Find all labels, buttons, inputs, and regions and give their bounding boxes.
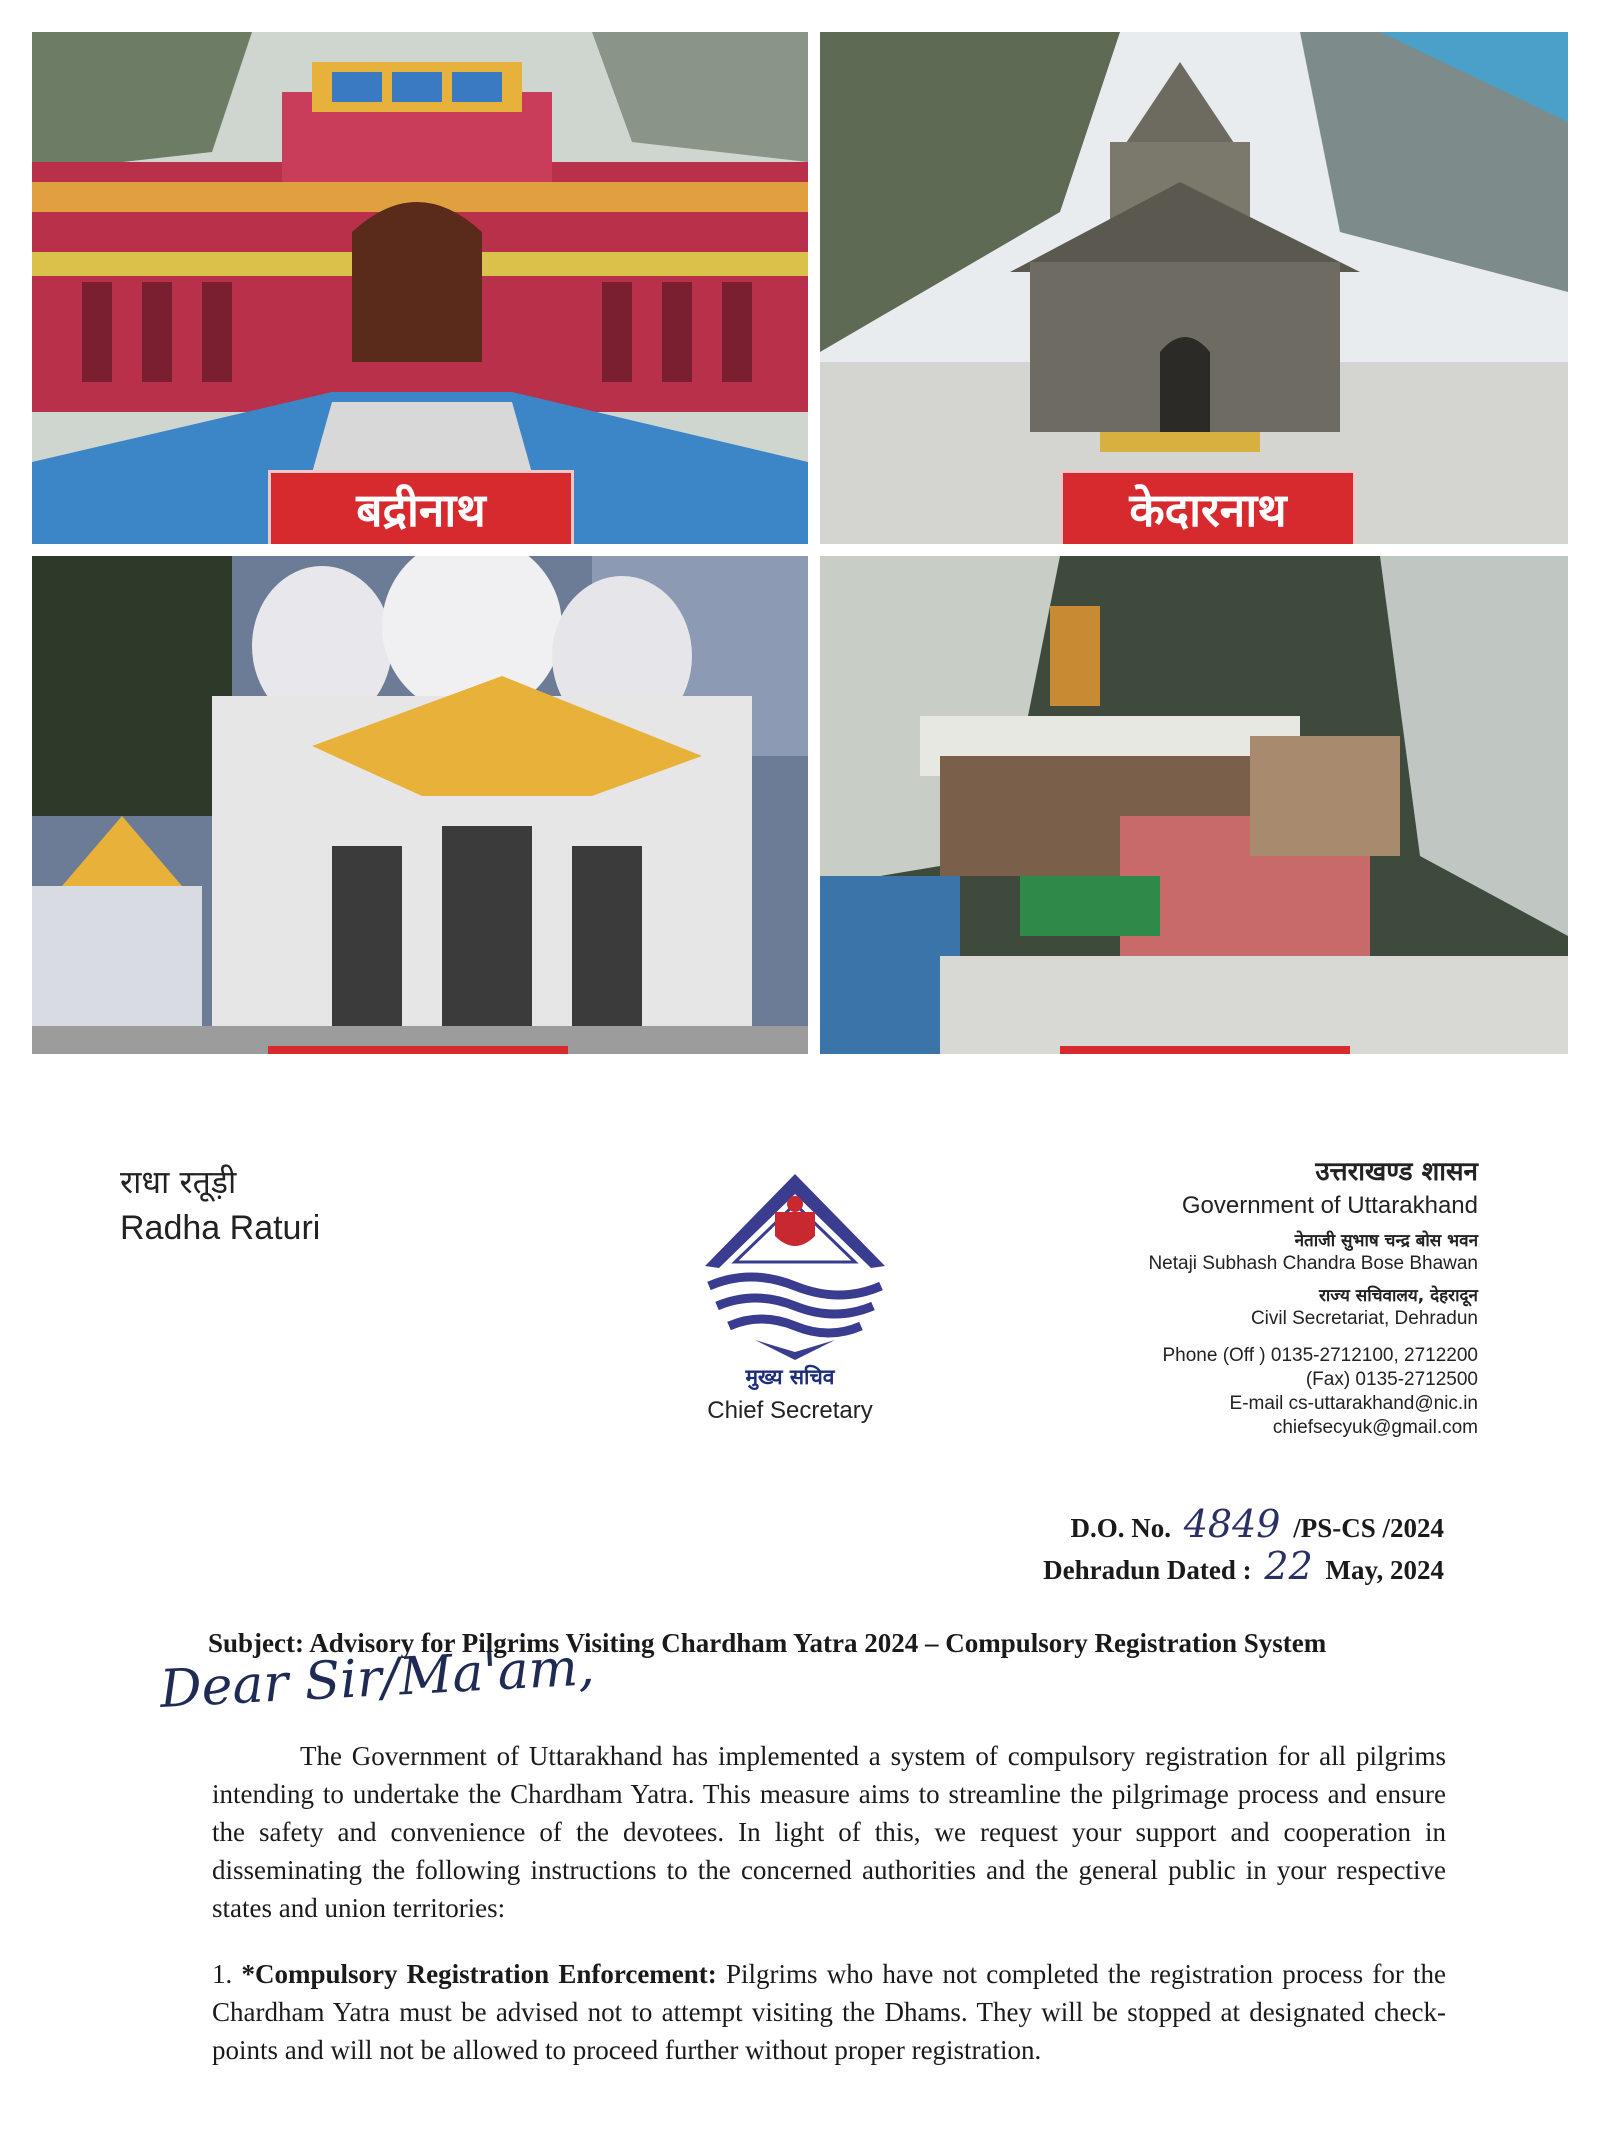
badrinath-temple-illustration (32, 32, 808, 544)
kedarnath-label: केदारनाथ (1060, 470, 1356, 544)
do-number-line (1043, 1502, 1444, 1547)
phone-line: Phone (Off ) 0135-2712100, 2712200 (1162, 1345, 1478, 1366)
point-text: Pilgrims who have not completed the registration process for the Chardham Yatra must be advised not to attempt visiting the Dhams. They will be stopped at designated check-points and will not be allowed to proceed further without proper registration. (212, 1959, 1447, 2065)
do-prefix: D.O. No. (1070, 1513, 1171, 1543)
sender-name-hindi: राधा रतूड़ी (120, 1163, 237, 1201)
office-title-block (640, 1363, 940, 1425)
yamunotri-label-strip (1060, 1046, 1350, 1054)
gangotri-photo (32, 556, 808, 1054)
office-title: Chief Secretary (707, 1397, 873, 1424)
point-number: 1. (212, 1959, 233, 1989)
do-suffix: /PS-CS /2024 (1293, 1513, 1444, 1543)
kedarnath-temple-illustration (820, 32, 1568, 544)
secretariat-hindi: राज्य सचिवालय, देहरादून (1318, 1286, 1478, 1306)
dispatch-block (1043, 1502, 1444, 1589)
do-number-handwritten: 4849 (1183, 1502, 1281, 1546)
fax-line: (Fax) 0135-2712500 (1305, 1369, 1478, 1390)
secretariat-name: Civil Secretariat, Dehradun (1250, 1308, 1478, 1329)
date-line (1043, 1544, 1444, 1589)
office-title-hindi: मुख्य सचिव (745, 1365, 835, 1389)
address-block (958, 1152, 1478, 1440)
sender-name: Radha Raturi (120, 1209, 321, 1247)
yamunotri-temple-illustration (820, 556, 1568, 1054)
letter-paragraph: The Government of Uttarakhand has implemented a system of compulsory registration for all pilgrims intending to undertake the Chardham Yatra. This measure aims to streamline the pilgrimage process and ensure the safety and convenience of the devotees. In light of this, we request your support and cooperation in disseminating the following instructions to the concerned authorities and the general public in your respective states and union territories: (212, 1741, 1446, 1923)
badrinath-label: बद्रीनाथ (268, 470, 574, 544)
yamunotri-photo (820, 556, 1568, 1054)
bhawan-hindi: नेताजी सुभाष चन्द्र बोस भवन (1294, 1231, 1478, 1251)
email-line-2: chiefsecyuk@gmail.com (1272, 1417, 1478, 1438)
govt-name-hindi: उत्तराखण्ड शासन (1315, 1157, 1478, 1187)
bhawan-name: Netaji Subhash Chandra Bose Bhawan (1148, 1253, 1478, 1274)
uttarakhand-emblem-icon (695, 1156, 895, 1366)
kedarnath-photo (820, 32, 1568, 544)
point-title: *Compulsory Registration Enforcement: (241, 1959, 717, 1989)
gangotri-label-strip (268, 1046, 568, 1054)
letter-subject: Subject: Advisory for Pilgrims Visiting Chardham Yatra 2024 – Compulsory Registration System (208, 1628, 1327, 1658)
contact-details (958, 1344, 1478, 1440)
govt-name: Government of Uttarakhand (1181, 1192, 1478, 1219)
sender-block (120, 1160, 320, 1248)
email-line-1: E-mail cs-uttarakhand@nic.in (1229, 1393, 1478, 1414)
date-suffix: May, 2024 (1325, 1555, 1444, 1585)
handwritten-salutation: Dear Sir/Ma'am, (158, 1637, 596, 1720)
date-prefix: Dehradun Dated : (1043, 1555, 1252, 1585)
badrinath-photo (32, 32, 808, 544)
date-day-handwritten: 22 (1264, 1544, 1313, 1588)
instruction-point-1 (212, 1955, 1446, 2069)
temple-photo-grid (32, 32, 1568, 1054)
gangotri-temple-illustration (32, 556, 808, 1054)
